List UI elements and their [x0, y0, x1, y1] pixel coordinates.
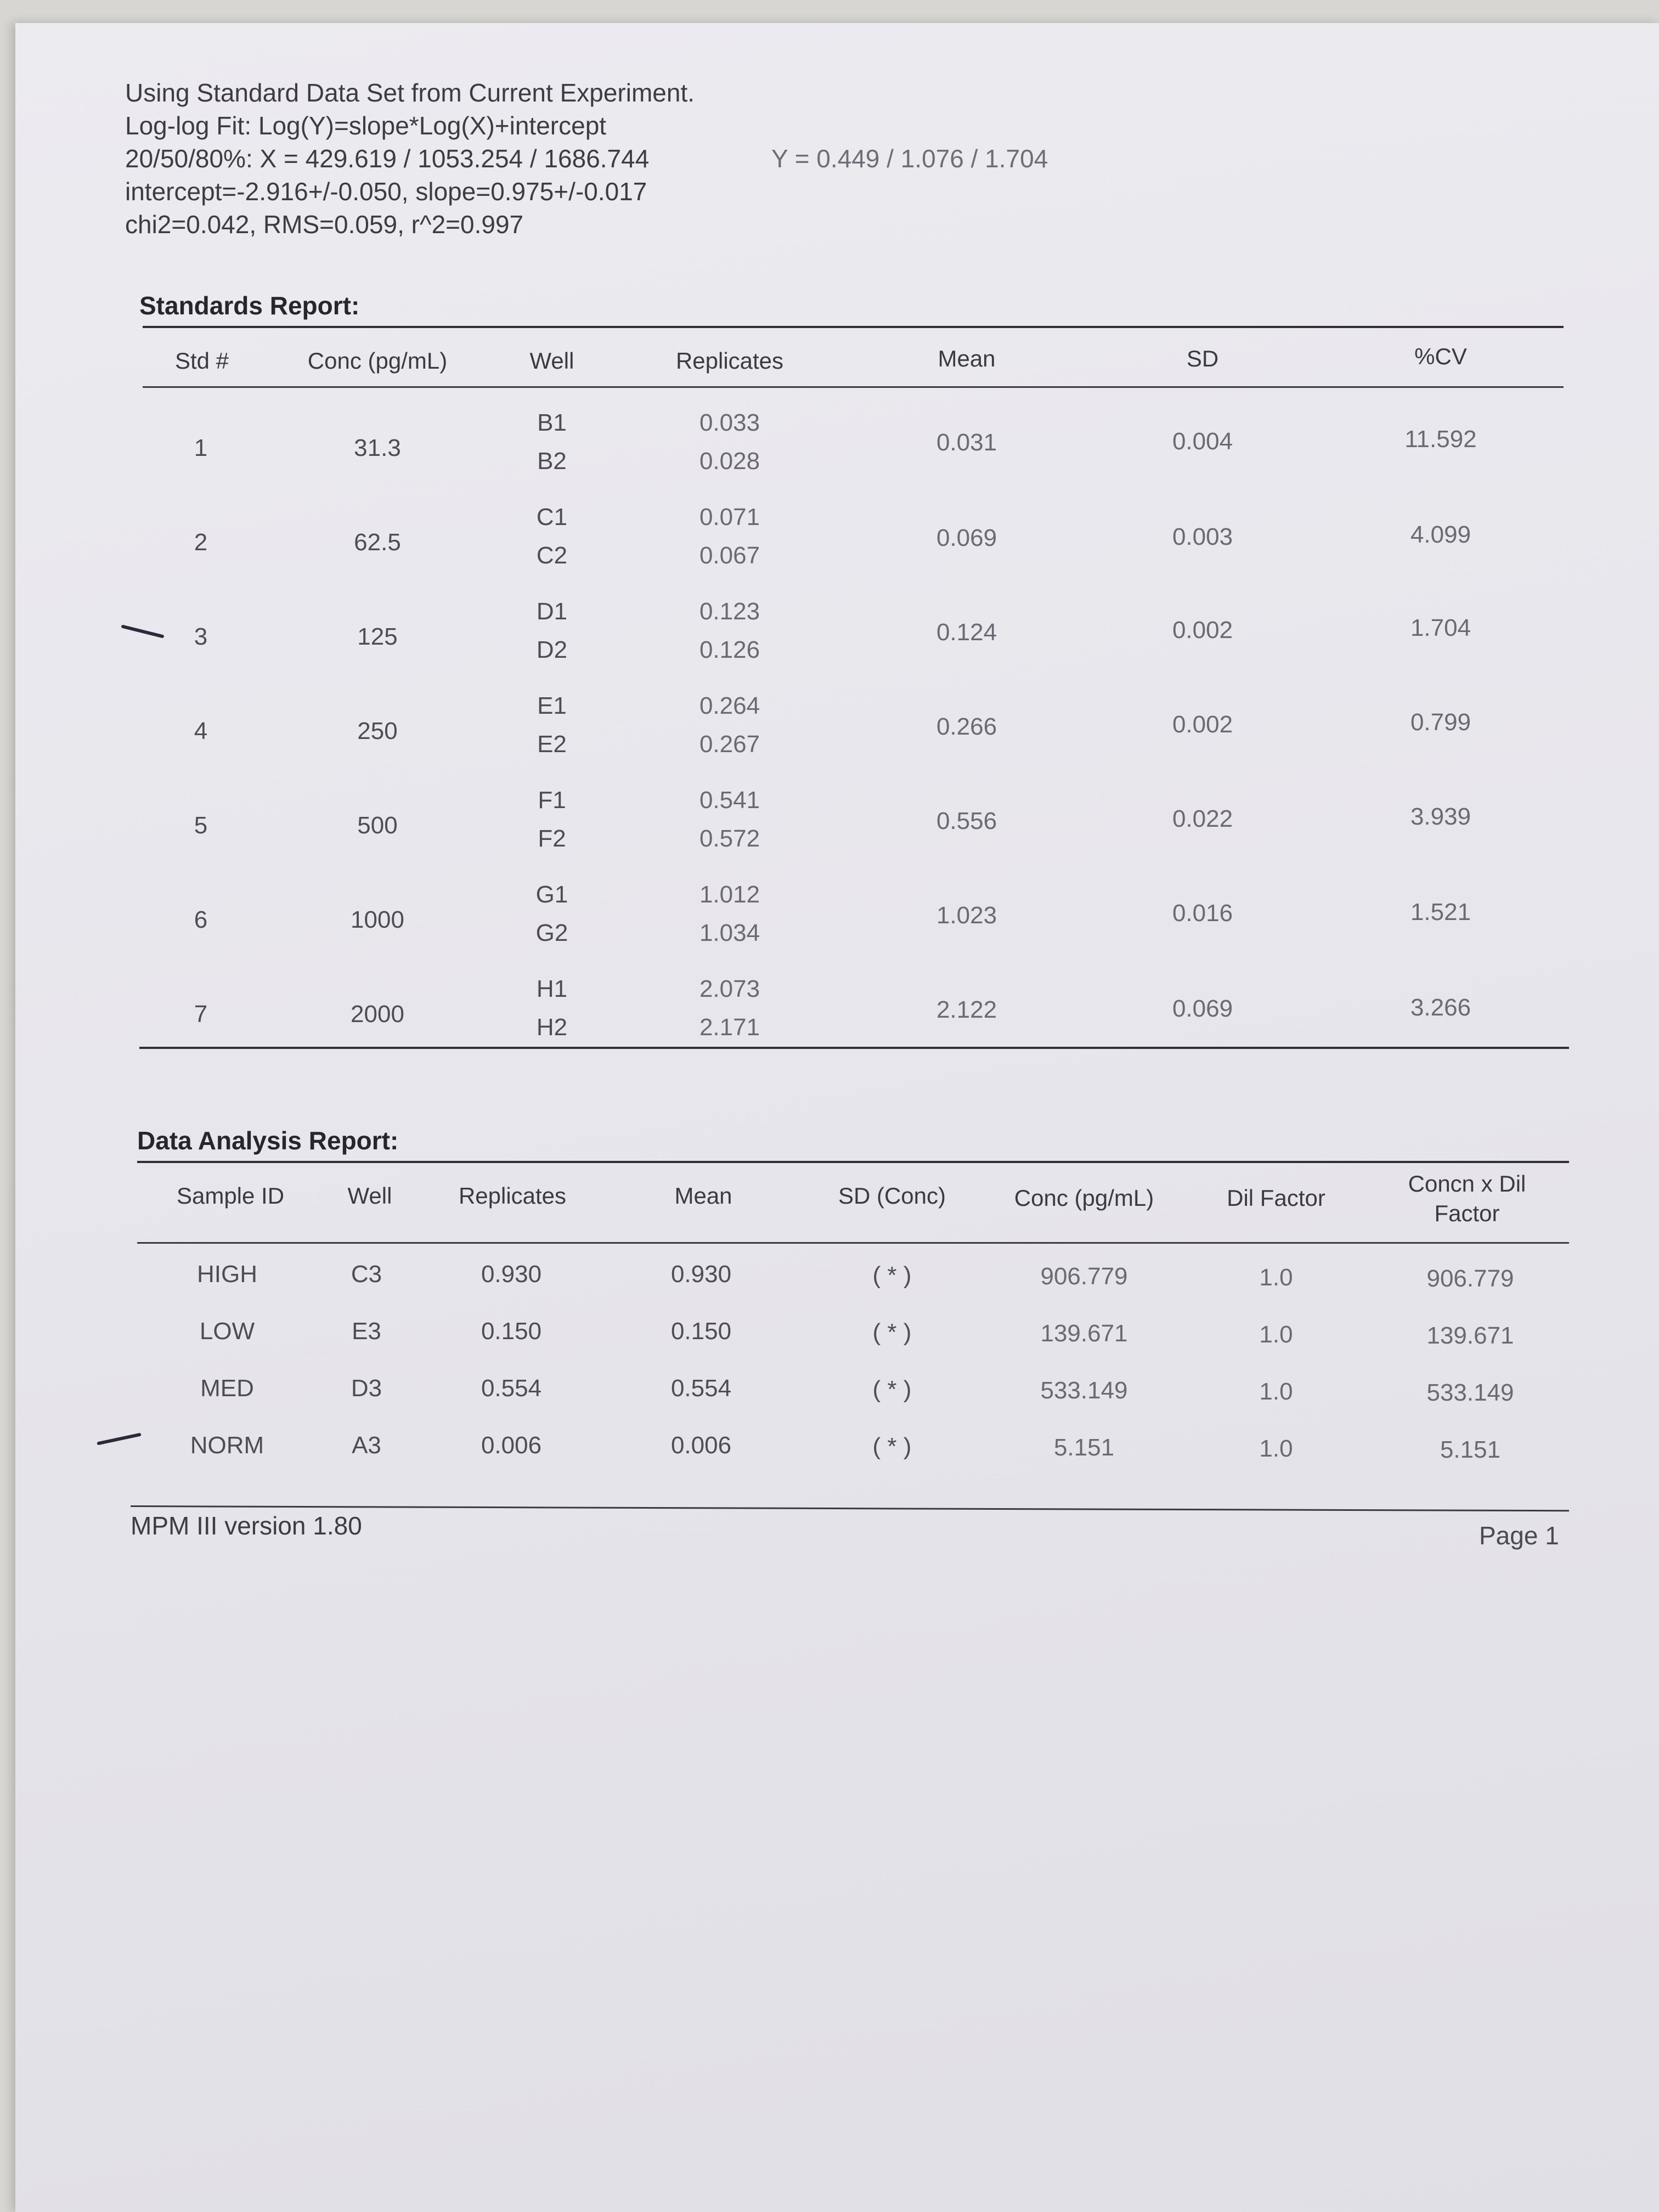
sample-mean: 0.930: [670, 1261, 732, 1288]
std-well: G2: [535, 919, 568, 946]
sample-well: E3: [352, 1318, 381, 1345]
sample-concn-dil: 533.149: [1426, 1379, 1514, 1406]
col-sample-id: Sample ID: [176, 1183, 285, 1209]
std-number: 5: [194, 812, 208, 839]
std-sd: 0.003: [1172, 523, 1233, 550]
std-well: C1: [536, 504, 568, 531]
sample-sd-conc: ( * ): [872, 1376, 912, 1403]
sample-well: D3: [351, 1375, 382, 1402]
std-replicate: 0.067: [699, 542, 760, 569]
col-std: Std #: [174, 348, 229, 374]
std-conc: 2000: [351, 1001, 404, 1028]
col-dil-factor: Dil Factor: [1227, 1185, 1325, 1211]
std-conc: 250: [357, 718, 398, 744]
header-line-2: Log-log Fit: Log(Y)=slope*Log(X)+intercept: [125, 111, 607, 140]
std-sd: 0.002: [1172, 617, 1233, 644]
std-replicate: 0.267: [699, 731, 760, 758]
std-cv: 1.521: [1410, 899, 1471, 926]
std-number: 1: [194, 435, 208, 461]
std-cv: 11.592: [1404, 426, 1477, 453]
std-number: 4: [194, 718, 208, 744]
sample-conc: 5.151: [1053, 1434, 1115, 1461]
standards-report-title: Standards Report:: [139, 291, 360, 320]
col-sd: SD: [1186, 346, 1219, 371]
std-number: 6: [194, 906, 208, 933]
std-replicate: 0.541: [699, 787, 760, 814]
sample-replicate: 0.150: [481, 1318, 542, 1345]
std-mean: 0.031: [936, 429, 997, 456]
std-replicate: 0.572: [699, 825, 760, 852]
col-analysis-conc: Conc (pg/mL): [1014, 1185, 1154, 1211]
sample-well: A3: [352, 1432, 381, 1459]
analysis-top-rule: [137, 1161, 1569, 1163]
sample-mean: 0.150: [670, 1318, 732, 1345]
std-mean: 0.266: [936, 713, 997, 740]
col-analysis-replicates: Replicates: [458, 1183, 567, 1209]
std-sd: 0.022: [1172, 805, 1233, 832]
std-sd: 0.016: [1172, 900, 1233, 927]
standards-header-rule: [143, 386, 1564, 388]
sample-dil-factor: 1.0: [1259, 1321, 1293, 1348]
std-well: H2: [536, 1014, 568, 1041]
std-replicate: 0.123: [699, 598, 760, 625]
sample-conc: 533.149: [1040, 1377, 1128, 1404]
sample-dil-factor: 1.0: [1259, 1435, 1293, 1462]
std-well: B1: [537, 409, 567, 436]
std-conc: 1000: [351, 906, 404, 933]
std-replicate: 0.264: [699, 692, 760, 719]
std-sd: 0.069: [1172, 995, 1233, 1022]
sample-conc: 139.671: [1040, 1320, 1128, 1347]
std-sd: 0.002: [1172, 711, 1233, 738]
sample-dil-factor: 1.0: [1259, 1378, 1293, 1405]
sample-conc: 906.779: [1040, 1263, 1128, 1290]
sample-id: LOW: [199, 1318, 255, 1345]
std-mean: 0.556: [936, 808, 997, 834]
pen-tick-mark: [97, 1433, 141, 1446]
std-number: 2: [194, 529, 208, 556]
sample-mean: 0.554: [670, 1375, 732, 1402]
col-mean: Mean: [938, 346, 996, 371]
std-replicate: 0.071: [699, 504, 760, 531]
footer-page-number: Page 1: [1479, 1521, 1559, 1550]
col-well: Well: [529, 348, 574, 374]
col-cv: %CV: [1414, 343, 1467, 369]
std-conc: 125: [357, 623, 398, 650]
std-conc: 31.3: [354, 435, 401, 461]
std-cv: 1.704: [1410, 614, 1471, 641]
sample-mean: 0.006: [670, 1432, 732, 1459]
sample-sd-conc: ( * ): [872, 1433, 912, 1460]
std-cv: 4.099: [1410, 521, 1471, 548]
col-replicates: Replicates: [675, 348, 784, 374]
sample-dil-factor: 1.0: [1259, 1264, 1293, 1291]
sample-well: C3: [351, 1261, 382, 1288]
std-well: D2: [536, 636, 568, 663]
std-replicate: 1.034: [699, 919, 760, 946]
std-well: E1: [537, 692, 567, 719]
sample-concn-dil: 5.151: [1440, 1436, 1501, 1463]
std-conc: 62.5: [354, 529, 401, 556]
std-cv: 3.939: [1410, 803, 1471, 830]
std-well: F2: [538, 825, 566, 852]
col-analysis-well: Well: [347, 1183, 392, 1209]
analysis-report-title: Data Analysis Report:: [137, 1126, 399, 1155]
std-replicate: 0.028: [699, 448, 760, 475]
col-sd-conc: SD (Conc): [838, 1183, 946, 1209]
std-mean: 0.124: [936, 619, 997, 646]
sample-concn-dil: 906.779: [1426, 1265, 1514, 1292]
col-concn-dil-1: Concn x Dil: [1408, 1171, 1526, 1197]
standards-top-rule: [143, 326, 1564, 328]
std-replicate: 0.033: [699, 409, 760, 436]
std-well: B2: [537, 448, 567, 475]
std-number: 7: [194, 1001, 208, 1028]
std-well: G1: [535, 881, 568, 908]
paper-sheet: [15, 23, 1659, 2212]
std-replicate: 2.073: [699, 975, 760, 1002]
header-line-3: 20/50/80%: X = 429.619 / 1053.254 / 1686.744: [125, 144, 650, 173]
std-mean: 0.069: [936, 524, 997, 551]
pen-tick-mark: [121, 624, 164, 638]
std-replicate: 2.171: [699, 1014, 760, 1041]
standards-bottom-rule: [139, 1047, 1569, 1049]
std-sd: 0.004: [1172, 428, 1233, 455]
std-cv: 0.799: [1410, 709, 1471, 736]
col-concn-dil-2: Factor: [1434, 1200, 1500, 1226]
col-analysis-mean: Mean: [674, 1183, 732, 1209]
header-line-1: Using Standard Data Set from Current Experiment.: [125, 78, 695, 107]
col-conc: Conc (pg/mL): [307, 348, 448, 374]
std-replicate: 0.126: [699, 636, 760, 663]
std-well: H1: [536, 975, 568, 1002]
std-cv: 3.266: [1410, 994, 1471, 1021]
header-line-3-y: Y = 0.449 / 1.076 / 1.704: [771, 144, 1048, 173]
std-replicate: 1.012: [699, 881, 760, 908]
std-well: F1: [538, 787, 566, 814]
sample-replicate: 0.554: [481, 1375, 542, 1402]
sample-replicate: 0.006: [481, 1432, 542, 1459]
sample-id: HIGH: [197, 1261, 257, 1288]
sample-id: MED: [200, 1375, 254, 1402]
sample-sd-conc: ( * ): [872, 1262, 912, 1289]
std-mean: 2.122: [936, 996, 997, 1023]
sample-id: NORM: [190, 1432, 264, 1459]
std-well: C2: [536, 542, 568, 569]
std-well: E2: [537, 731, 567, 758]
footer-version: MPM III version 1.80: [131, 1511, 362, 1540]
sample-replicate: 0.930: [481, 1261, 542, 1288]
std-conc: 500: [357, 812, 398, 839]
analysis-header-rule: [137, 1242, 1569, 1244]
header-line-5: chi2=0.042, RMS=0.059, r^2=0.997: [125, 210, 524, 239]
std-well: D1: [536, 598, 568, 625]
sample-concn-dil: 139.671: [1426, 1322, 1514, 1349]
header-line-4: intercept=-2.916+/-0.050, slope=0.975+/-0.017: [125, 177, 647, 206]
std-number: 3: [194, 623, 208, 650]
std-mean: 1.023: [936, 902, 997, 929]
sample-sd-conc: ( * ): [872, 1319, 912, 1346]
